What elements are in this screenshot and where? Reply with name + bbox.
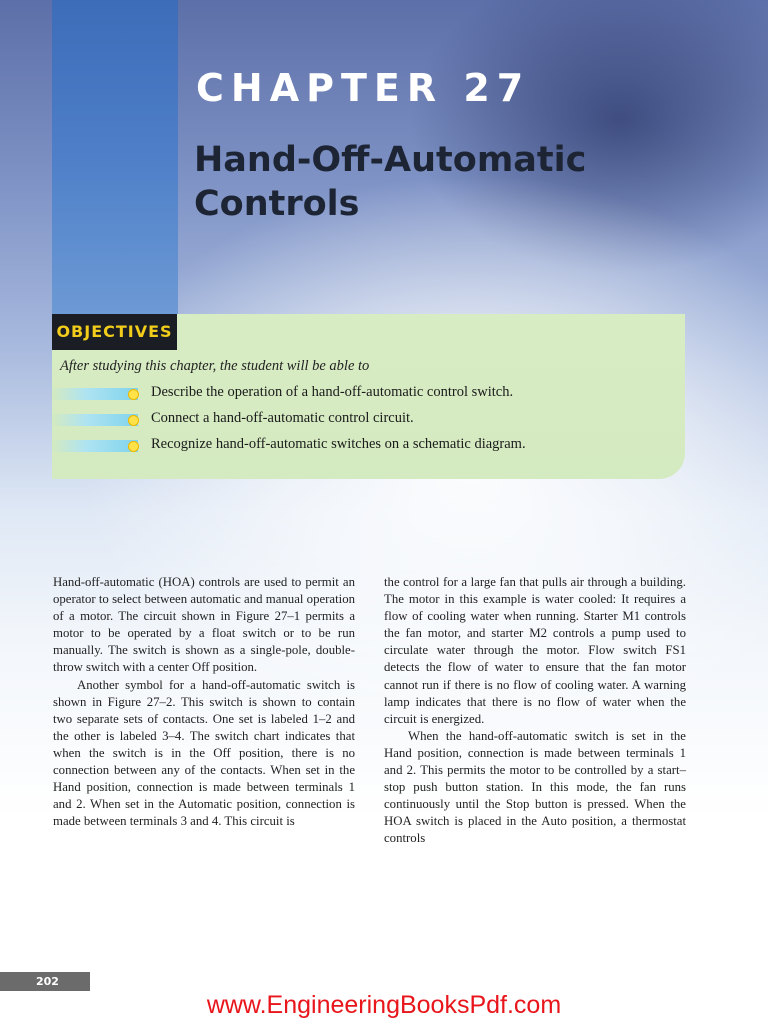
page-number: 202 xyxy=(0,972,90,991)
body-paragraph: Another symbol for a hand-off-automatic switch is shown in Figure 27–2. This switch is shown to contain two separate sets of contacts. One set is labeled 1–2 and the other is labeled 3–4. The switch chart indicates that when the switch is in the Off position, there is no connection between any of the contacts. When set in the Hand position, connection is made between terminals 1 and 2. When set in the Automatic position, connection is made between terminals 3 and 4. This circuit is xyxy=(53,677,355,829)
objectives-box xyxy=(52,314,685,479)
bullet-dot-icon xyxy=(128,389,139,400)
body-column-right xyxy=(384,574,686,848)
chapter-title-line-1: Hand-Off-Automatic xyxy=(194,140,587,180)
bullet-dot-icon xyxy=(128,415,139,426)
body-paragraph: Hand-off-automatic (HOA) controls are used to permit an operator to select between automatic and manual operation of a motor. The circuit shown in Figure 27–1 permits a motor to be operated by a float switch or to be run manually. The switch is shown as a single-pole, double-throw switch with a center Off position. xyxy=(53,575,355,675)
bullet-bar-icon xyxy=(52,388,138,400)
body-column-left xyxy=(53,574,355,830)
objective-text: Recognize hand-off-automatic switches on a schematic diagram. xyxy=(151,436,526,452)
bullet-bar-icon xyxy=(52,440,138,452)
chapter-title xyxy=(194,138,654,226)
bullet-bar-icon xyxy=(52,414,138,426)
objective-text: Describe the operation of a hand-off-automatic control switch. xyxy=(151,384,514,400)
chapter-color-band xyxy=(52,0,178,314)
objective-text: Connect a hand-off-automatic control circuit. xyxy=(151,410,414,426)
body-paragraph: When the hand-off-automatic switch is set in the Hand position, connection is made between terminals 1 and 2. This permits the motor to be controlled by a start–stop push button station. In this mode, the fan runs continuously until the Stop button is pressed. When the HOA switch is placed in the Auto position, a thermostat controls xyxy=(384,728,686,846)
body-paragraph: the control for a large fan that pulls air through a building. The motor in this example is water cooled: It requires a flow of cooling water when running. Starter M1 controls the fan motor, and starter M2 controls a pump used to circulate water through the motor. Flow switch FS1 detects the flow of water to ensure that the fan motor cannot run if there is no flow of cooling water. A warning lamp indicates that there is no flow of water when the circuit is energized. xyxy=(384,575,686,726)
chapter-title-line-2: Controls xyxy=(194,184,360,224)
objectives-intro: After studying this chapter, the student will be able to xyxy=(60,358,370,374)
objectives-heading: OBJECTIVES xyxy=(52,314,177,350)
chapter-number: CHAPTER 27 xyxy=(196,66,531,110)
bullet-dot-icon xyxy=(128,441,139,452)
watermark-link[interactable]: www.EngineeringBooksPdf.com xyxy=(206,991,562,1019)
